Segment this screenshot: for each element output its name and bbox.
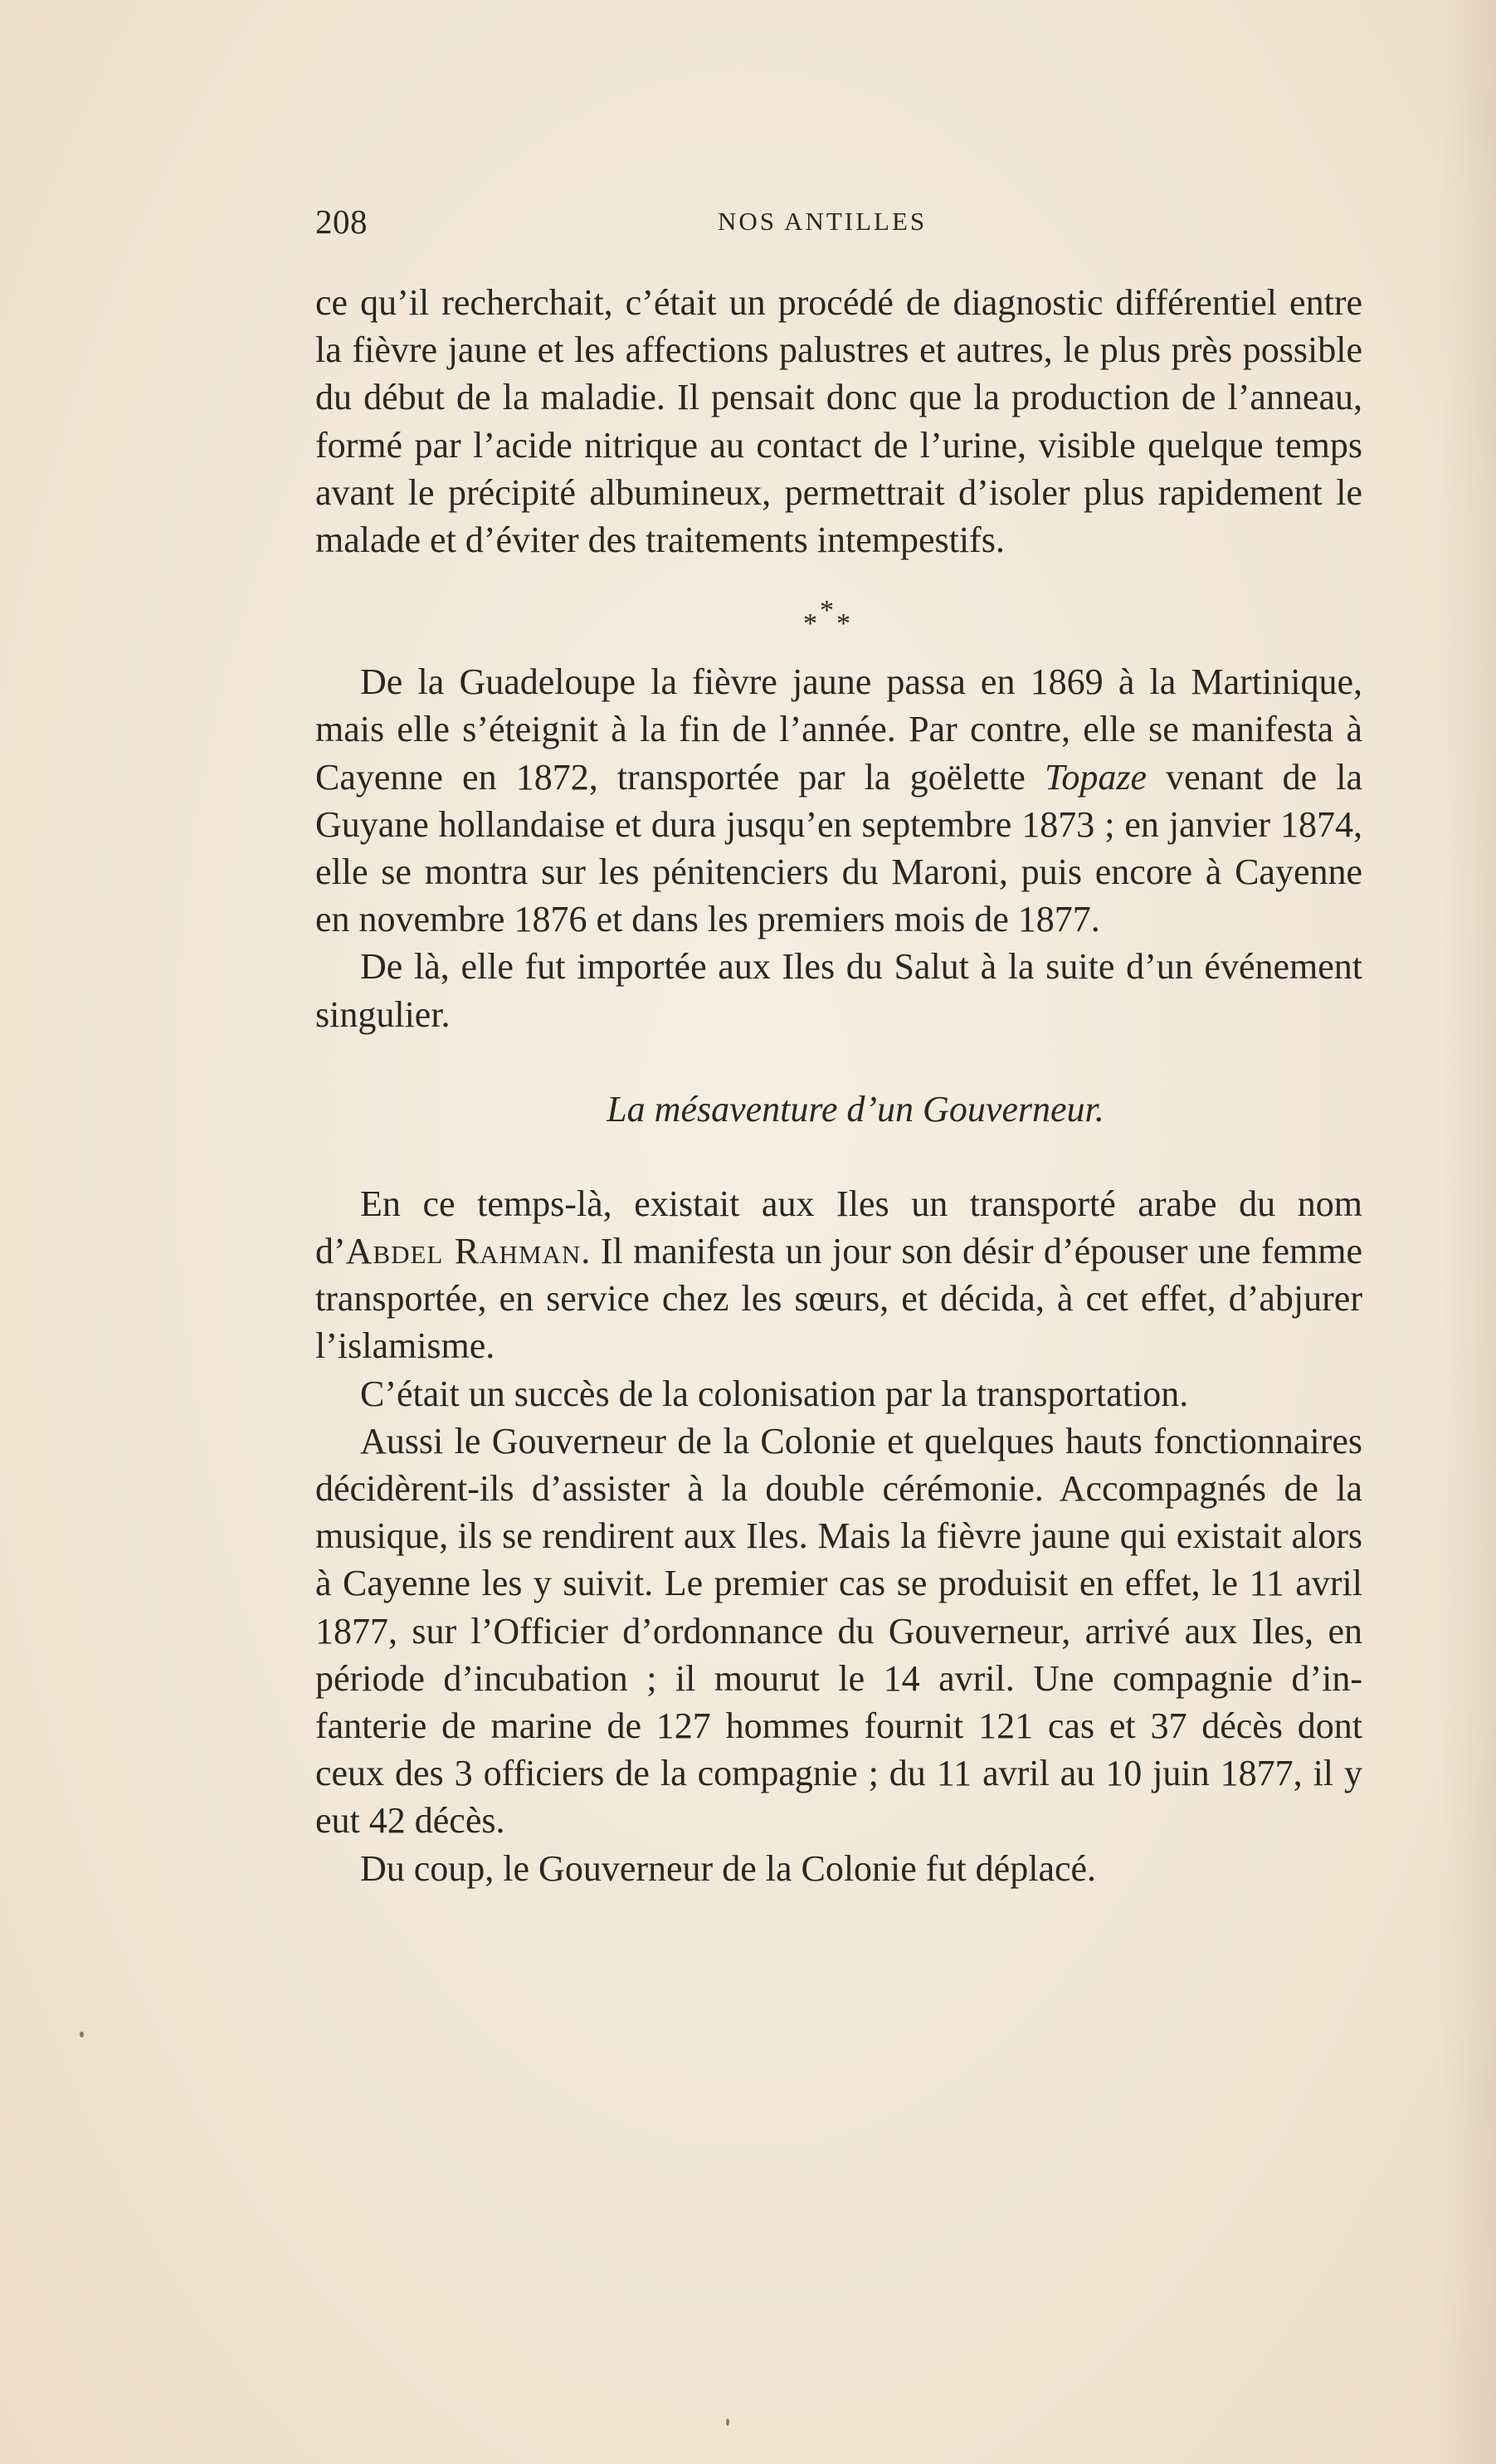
paragraph-5: C’était un succès de la colonisation par la transportation. [360,1373,1189,1414]
paragraph-1: ce qu’il recherchait, c’était un procédé de diagnostic différentiel entre la fièvre jaune et les affections palustres et autres, le plus près possible du début de la maladie. Il pensait donc que la production de l’anneau, formé par l’acide nitrique au contact de l’urine, visible quelque temps avant le précipité albumineux, permettrait d’isoler plus rapidement le malade et d’éviter des traitements intempestifs. [315,282,1362,561]
section-title: La mésaventure d’un Gouverneur. [607,1088,1104,1130]
person-name: Abdel Rahman [345,1231,582,1272]
asterism-divider [315,564,1362,658]
ship-name-topaze: Topaze [1044,756,1148,798]
running-title: NOS ANTILLES [718,207,928,236]
paragraph-6: Aussi le Gouverneur de la Colonie et quelques hauts fonctionnaires décidèrent-ils d’assister à la double cérémonie. Accompagnés de la musique, ils se rendirent aux Iles. Mais la fièvre jaune qui existait alors à Cayenne les y suivit. Le premier cas se produisit en effet, le 11 avril 1877, sur l’Officier d’ordonnance du Gouverneur, arrivé aux Iles, en période d’incubation ; il mourut le 14 avril. Une compagnie d’infanterie de marine de 127 hommes fournit 121 cas et 37 décès dont ceux des 3 officiers de la compagnie ; du 11 avril au 10 juin 1877, il y eut 42 décès. [315,1420,1362,1842]
section-spacer [315,1038,1362,1086]
body-text [315,279,1362,1892]
page-edge-shadow [1438,0,1496,2464]
asterism-top-star: * [820,595,834,627]
paper-speck [726,2418,729,2426]
asterism-right-star: * [836,608,850,640]
paper-speck [80,2032,84,2037]
running-header [315,202,1362,251]
paragraph-3: De là, elle fut importée aux Iles du Salut à la suite d’un événement singulier. [315,946,1362,1035]
paragraph-2-part-b: venant de la Guyane hollandaise et dura jusqu’en septembre 1873 ; en janvier 1874, elle se montra sur les pénitenciers du Maroni, puis encore à Cayenne en novembre 1876 et dans les premiers mois de 1877. [315,756,1362,940]
paragraph-7: Du coup, le Gouverneur de la Colonie fut déplacé. [360,1847,1097,1889]
paragraph-4-part-b: . Il manifesta un jour son désir d’épouser une femme transportée, en service chez les sœurs, et décida, à cet effet, d’abjurer l’islamisme. [315,1231,1363,1367]
paragraph-2 [315,658,1362,943]
asterism-left-star: * [803,608,817,640]
paragraph-2-part-a: De la Guadeloupe la fièvre jaune passa en 1869 à la Martinique, mais elle s’éteignit à la fin de l’année. Par contre, elle se manifesta à Cayenne en 1872, transportée par la goëlette [315,661,1362,798]
paragraph-4 [315,1180,1362,1370]
paragraph-4-part-a: En ce temps-là, existait aux Iles un transporté arabe du nom d’ [315,1183,1362,1272]
page-number: 208 [315,202,368,241]
